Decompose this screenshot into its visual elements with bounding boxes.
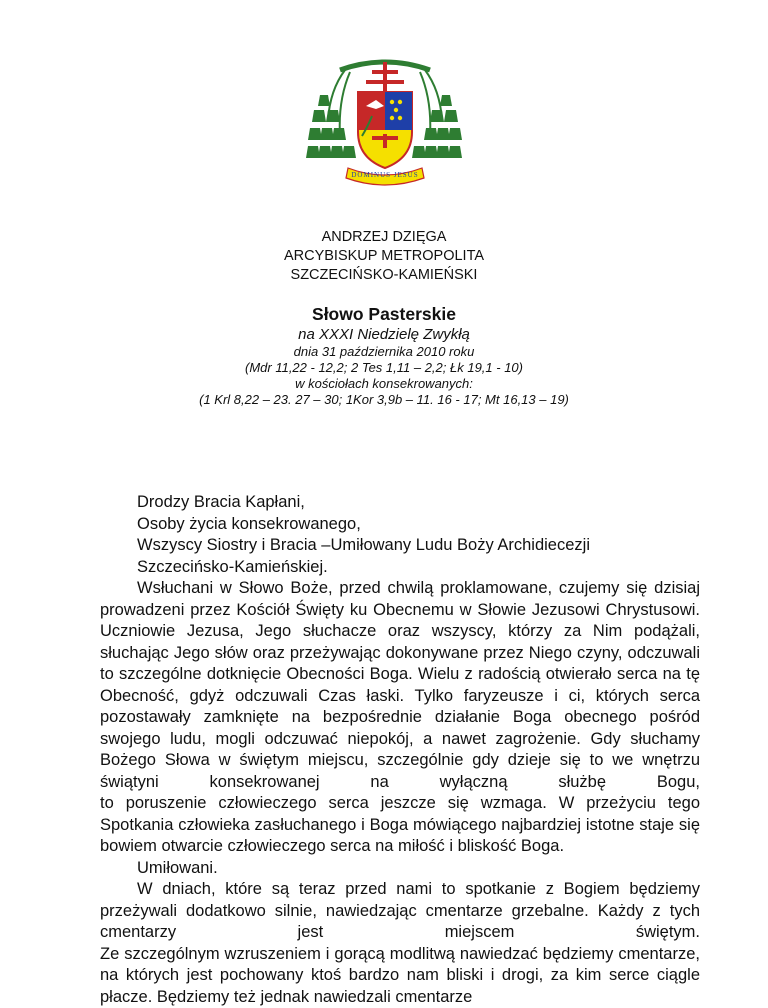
- letter-title: Słowo Pasterskie: [0, 303, 768, 325]
- coat-of-arms: [300, 40, 470, 190]
- letter-date: dnia 31 października 2010 roku: [0, 344, 768, 360]
- body-paragraph: W dniach, które są teraz przed nami to spotkanie z Bogiem będziemy przeżywali dodatkowo silnie, nawiedzając cmentarze grzebalne. Każdy z tych cmentarzy jest miejscem świętym.: [100, 879, 700, 944]
- body-paragraph: to poruszenie człowieczego serca jeszcze się wzmaga. W przeżyciu tego Spotkania człowieka zasłuchanego i Boga mówiącego najbardziej istotne staje się bowiem otwarcie człowieczego serca na miłość i bliskość Boga.: [100, 793, 700, 858]
- letter-consecrated-readings: (1 Krl 8,22 – 23. 27 – 30; 1Kor 3,9b – 11. 16 - 17; Mt 16,13 – 19): [0, 392, 768, 408]
- greeting-line: Szczecińsko-Kamieńskiej.: [137, 557, 697, 579]
- letter-body: [100, 578, 700, 1008]
- author-block: [0, 228, 768, 285]
- author-name: ANDRZEJ DZIĘGA: [0, 228, 768, 247]
- greeting: [137, 492, 697, 578]
- letter-readings: (Mdr 11,22 - 12,2; 2 Tes 1,11 – 2,2; Łk 19,1 - 10): [0, 360, 768, 376]
- author-diocese: SZCZECIŃSKO-KAMIEŃSKI: [0, 266, 768, 285]
- author-title: ARCYBISKUP METROPOLITA: [0, 247, 768, 266]
- body-paragraph: Ze szczególnym wzruszeniem i gorącą modlitwą nawiedzać będziemy cmentarze, na których jest pochowany ktoś bardzo nam bliski i drogi, za kim serce ciągle płacze. Będziemy też jednak nawiedzali cmentarze: [100, 944, 700, 1008]
- greeting-line: Osoby życia konsekrowanego,: [137, 514, 697, 536]
- body-paragraph: Wsłuchani w Słowo Boże, przed chwilą proklamowane, czujemy się dzisiaj prowadzeni przez Kościół Święty ku Obecnemu w Słowie Jezusowi Chrystusowi. Uczniowie Jezusa, Jego słuchacze oraz wszyscy, którzy za Nim podążali, słuchając Jego słów oraz przeżywając dokonywane przez Niego czyny, odczuwali to szczególne dotknięcie Obecności Boga. Wielu z radością otwierało serca na tę Obecność, gdyż odczuwali Czas łaski. Tylko faryzeusze i ci, których serca pozostawały zamknięte na bezpośrednie działanie Boga obecnego pośród swojego ludu, mogli odczuwać niepokój, a nawet zagrożenie. Gdy słuchamy Bożego Słowa w świętym miejscu, szczególnie gdy dzieje się to we wnętrzu świątyni konsekrowanej na wyłączną służbę Bogu,: [100, 578, 700, 793]
- greeting-line: Wszyscy Siostry i Bracia –Umiłowany Ludu Boży Archidiecezji: [137, 535, 697, 557]
- letter-heading: [0, 303, 768, 408]
- coat-of-arms-motto: DOMINUS JESUS: [300, 171, 470, 179]
- letter-consecrated-note: w kościołach konsekrowanych:: [0, 376, 768, 392]
- greeting-line: Drodzy Bracia Kapłani,: [137, 492, 697, 514]
- coat-of-arms-emblem: [300, 40, 470, 190]
- letter-subtitle: na XXXI Niedzielę Zwykłą: [0, 325, 768, 344]
- body-paragraph: Umiłowani.: [100, 858, 700, 880]
